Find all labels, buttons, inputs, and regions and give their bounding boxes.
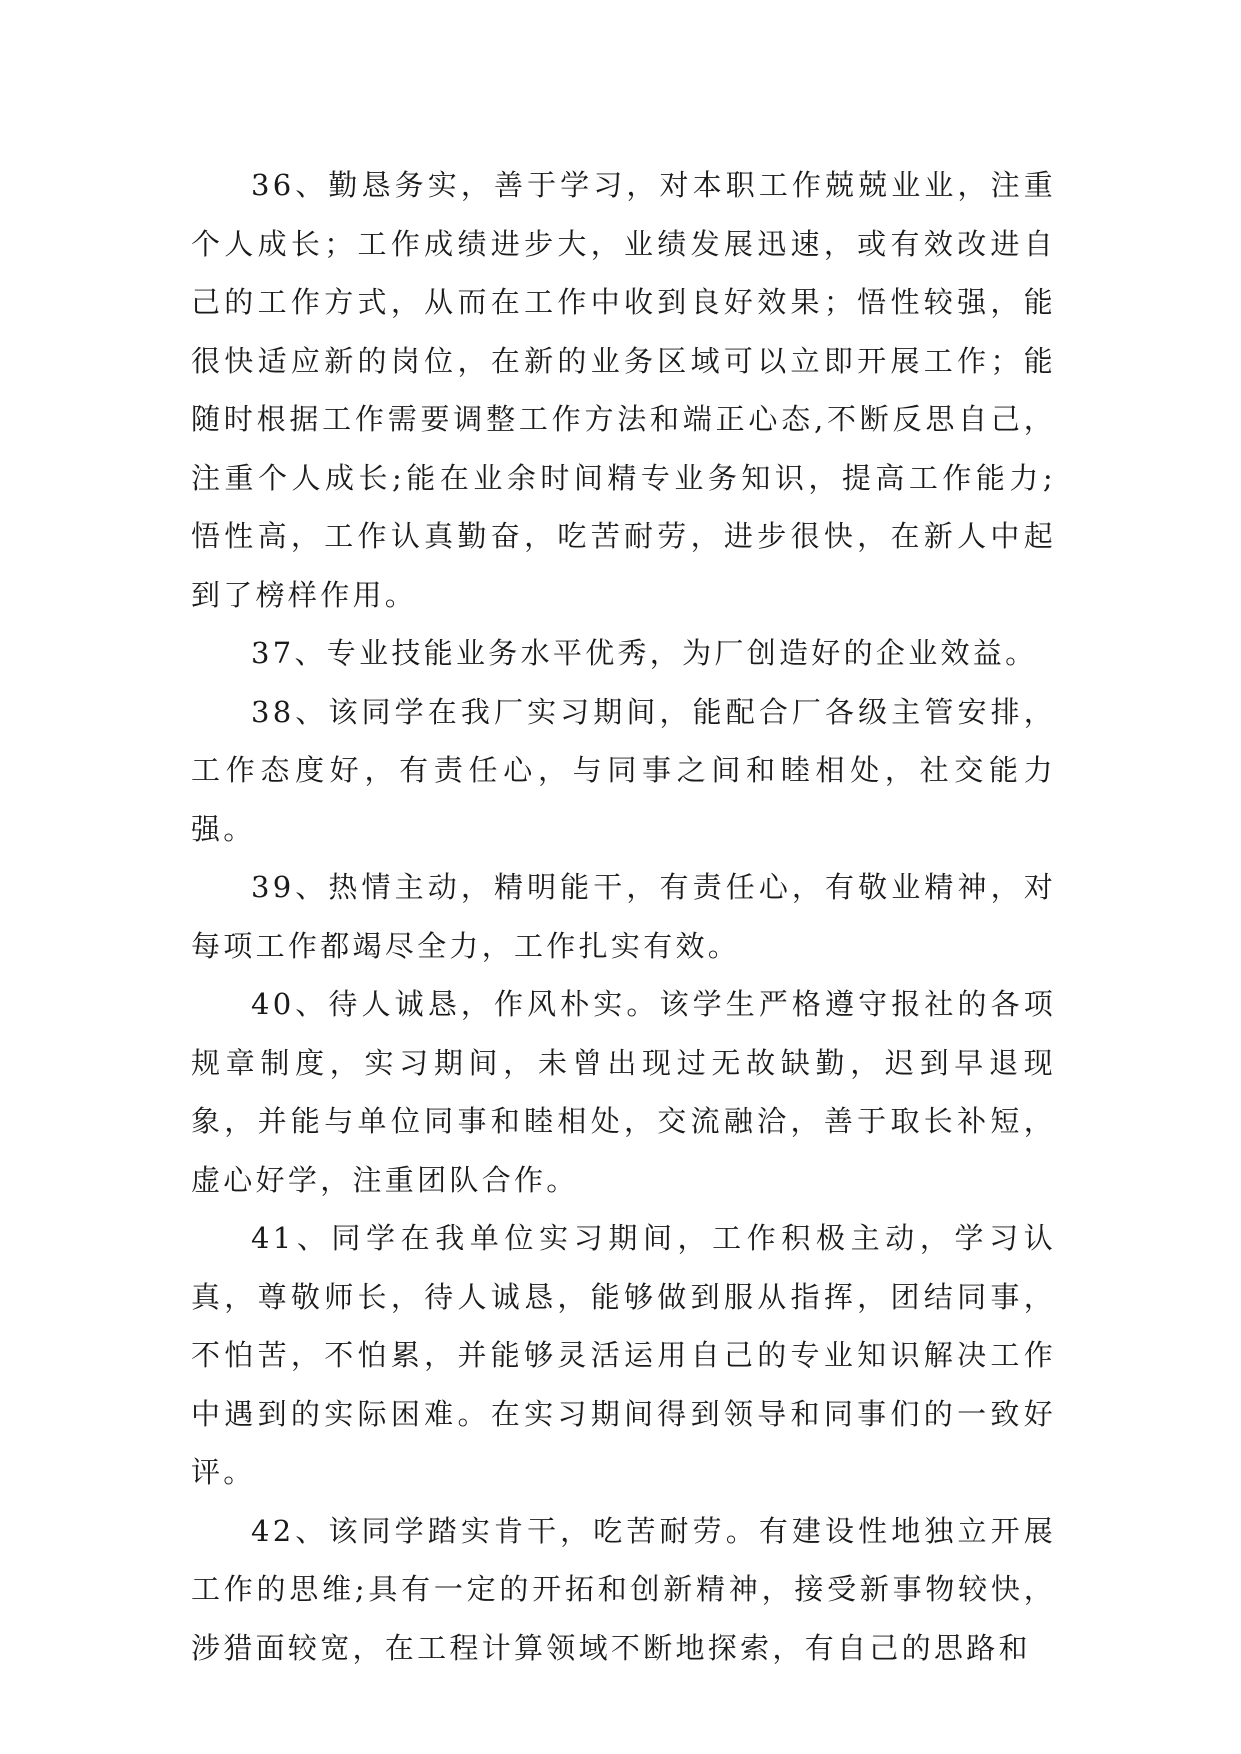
paragraph-39: 39、热情主动，精明能干，有责任心，有敬业精神，对每项工作都竭尽全力，工作扎实有效。 xyxy=(191,870,1056,963)
paragraph-41: 41、同学在我单位实习期间，工作积极主动，学习认真，尊敬师长，待人诚恳，能够做到服从指挥，团结同事，不怕苦，不怕累，并能够灵活运用自己的专业知识解决工作中遇到的实际困难。在实习期间得到领导和同事们的一致好评。 xyxy=(191,1221,1056,1489)
paragraph-40: 40、待人诚恳，作风朴实。该学生严格遵守报社的各项规章制度，实习期间，未曾出现过无故缺勤，迟到早退现象，并能与单位同事和睦相处，交流融洽，善于取长补短，虚心好学，注重团队合作。 xyxy=(191,987,1056,1197)
paragraph-36: 36、勤恳务实，善于学习，对本职工作兢兢业业，注重个人成长；工作成绩进步大，业绩发展迅速，或有效改进自己的工作方式，从而在工作中收到良好效果；悟性较强，能很快适应新的岗位，在新的业务区域可以立即开展工作；能随时根据工作需要调整工作方法和端正心态,不断反思自己，注重个人成长;能在业余时间精专业务知识，提高工作能力;悟性高，工作认真勤奋，吃苦耐劳，进步很快，在新人中起到了榜样作用。 xyxy=(191,168,1056,612)
document-body xyxy=(191,156,1056,1677)
paragraph-38: 38、该同学在我厂实习期间，能配合厂各级主管安排，工作态度好，有责任心，与同事之间和睦相处，社交能力强。 xyxy=(191,694,1056,846)
paragraph-42: 42、该同学踏实肯干，吃苦耐劳。有建设性地独立开展工作的思维;具有一定的开拓和创新精神，接受新事物较快，涉猎面较宽，在工程计算领域不断地探索，有自己的思路和 xyxy=(191,1513,1056,1665)
paragraph-37: 37、专业技能业务水平优秀，为厂创造好的企业效益。 xyxy=(251,636,1038,670)
